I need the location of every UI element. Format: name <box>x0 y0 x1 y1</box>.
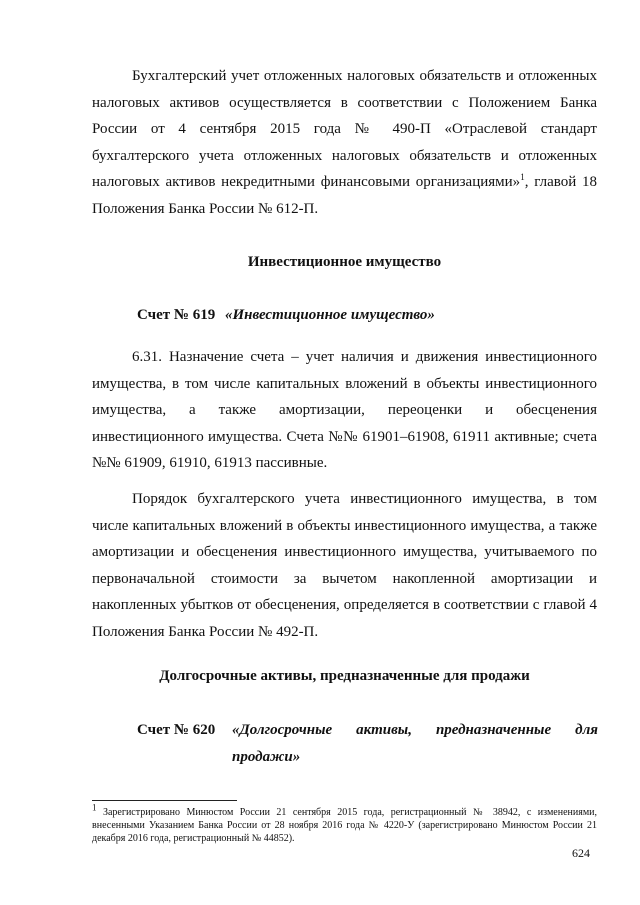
paragraph-accounting-procedure: Порядок бухгалтерского учета инвестиционного имущества, в том числе капитальных вложений в объекты инвестиционного имущества, а также амортизации и обесценения инвестиционного имущества, учитываемого по первоначальной стоимости за вычетом накопленной амортизации и накопленных убытков от обесценения, определяется в соответствии с главой 4 Положения Банка России № 492-П. <box>92 491 597 640</box>
footnote-text: Зарегистрировано Минюстом России 21 сентября 2015 года, регистрационный № 38942, с изменениями, внесенными Указанием Банка России от 28 ноября 2016 года № 4220-У (зарегистрировано Минюстом России 21 декабря 2016 года, регистрационный № 44852). <box>92 807 597 844</box>
footnote-reference[interactable]: 1 <box>520 172 525 182</box>
account-619-title: «Инвестиционное имущество» <box>224 307 435 323</box>
footnote-divider <box>92 800 237 801</box>
paragraph-6-31: 6.31. Назначение счета – учет наличия и движения инвестиционного имущества, в том числе капитальных вложений в объекты инвестиционного имущества, а также амортизации, переоценки и обесценения инвестиционного имущества. Счета №№ 61901–61908, 61911 активные; счета №№ 61909, 61910, 61913 пассивные. <box>92 349 597 471</box>
footnote <box>92 802 597 845</box>
section-heading-investment-property: Инвестиционное имущество <box>247 254 442 270</box>
intro-text: Бухгалтерский учет отложенных налоговых обязательств и отложенных налоговых активов осуществляется в соответствии с Положением Банка России от 4 сентября 2015 года № 490-П «Отраслевой стандарт бухгалтерского учета отложенных налоговых обязательств и отложенных налоговых активов некредитными финансовыми организациями» <box>92 68 597 190</box>
page-number: 624 <box>572 846 590 860</box>
section-heading-long-term-assets: Долгосрочные активы, предназначенные для продажи <box>159 668 530 684</box>
account-620-title-line1: «Долгосрочные активы, предназначенные для <box>232 722 598 738</box>
account-620-title-line2: продажи» <box>232 749 301 765</box>
account-620-number: Счет № 620 <box>137 722 216 738</box>
intro-tail-text: , главой 18 Положения Банка России № 612-П. <box>92 174 598 217</box>
account-619-number: Счет № 619 <box>137 307 216 323</box>
intro-paragraph <box>92 63 597 222</box>
account-619-heading <box>137 307 435 324</box>
footnote-mark: 1 <box>92 802 97 813</box>
